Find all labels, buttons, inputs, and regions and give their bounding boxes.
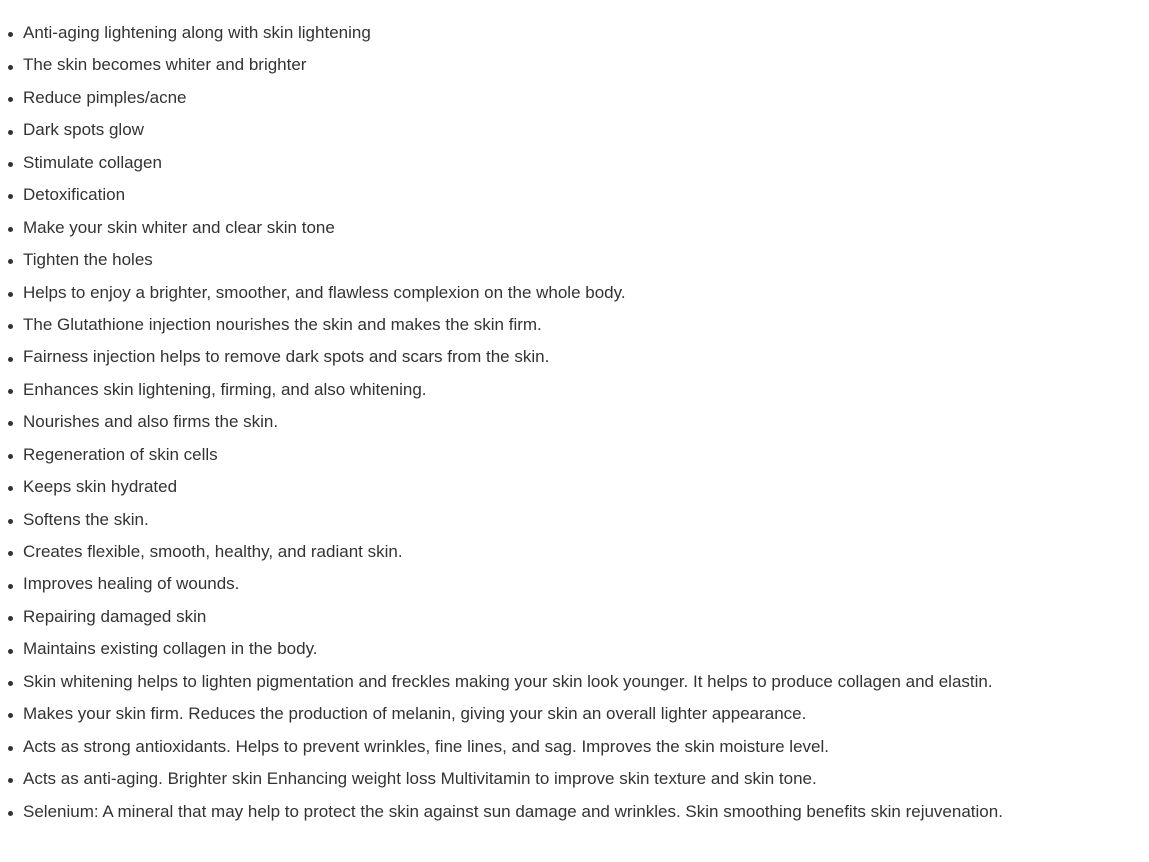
list-item-text: Helps to enjoy a brighter, smoother, and flawless complexion on the whole body. xyxy=(23,282,626,302)
list-item-text: Fairness injection helps to remove dark spots and scars from the skin. xyxy=(23,347,550,367)
list-item xyxy=(0,439,1149,471)
benefits-list xyxy=(0,17,1149,828)
list-item-text: Skin whitening helps to lighten pigmentation and freckles making your skin look younger. It helps to produce collagen and elastin. xyxy=(23,671,993,691)
list-item-text: The skin becomes whiter and brighter xyxy=(23,55,307,75)
list-item-text: Dark spots glow xyxy=(23,120,144,140)
list-item xyxy=(0,82,1149,114)
bullet-icon xyxy=(8,65,13,70)
list-item-text: Acts as strong antioxidants. Helps to prevent wrinkles, fine lines, and sag. Improves the skin moisture level. xyxy=(23,736,829,756)
list-item xyxy=(0,536,1149,568)
bullet-icon xyxy=(8,616,13,621)
bullet-icon xyxy=(8,227,13,232)
list-item xyxy=(0,374,1149,406)
list-item xyxy=(0,698,1149,730)
list-item xyxy=(0,114,1149,146)
bullet-icon xyxy=(8,713,13,718)
list-item xyxy=(0,633,1149,665)
bullet-icon xyxy=(8,811,13,816)
bullet-icon xyxy=(8,778,13,783)
list-item-text: Enhances skin lightening, firming, and also whitening. xyxy=(23,379,427,399)
list-item-text: Nourishes and also firms the skin. xyxy=(23,412,279,432)
list-item xyxy=(0,763,1149,795)
list-item-text: Selenium: A mineral that may help to protect the skin against sun damage and wrinkles. Skin smoothing benefits skin rejuvenation. xyxy=(23,801,1003,821)
bullet-icon xyxy=(8,97,13,102)
bullet-icon xyxy=(8,454,13,459)
list-item-text: Anti-aging lightening along with skin lightening xyxy=(23,23,371,42)
list-item xyxy=(0,731,1149,763)
list-item xyxy=(0,504,1149,536)
bullet-icon xyxy=(8,551,13,556)
list-item-text: Acts as anti-aging. Brighter skin Enhancing weight loss Multivitamin to improve skin texture and skin tone. xyxy=(23,769,817,789)
list-item-text: Maintains existing collagen in the body. xyxy=(23,639,318,659)
list-item-text: Stimulate collagen xyxy=(23,152,162,172)
list-item xyxy=(0,147,1149,179)
bullet-icon xyxy=(8,389,13,394)
bullet-icon xyxy=(8,292,13,297)
bullet-icon xyxy=(8,357,13,362)
bullet-icon xyxy=(8,584,13,589)
bullet-icon xyxy=(8,259,13,264)
bullet-icon xyxy=(8,421,13,426)
bullet-icon xyxy=(8,32,13,37)
bullet-icon xyxy=(8,324,13,329)
list-item xyxy=(0,17,1149,49)
list-item-text: The Glutathione injection nourishes the skin and makes the skin firm. xyxy=(23,314,542,334)
bullet-icon xyxy=(8,681,13,686)
list-item xyxy=(0,341,1149,373)
bullet-icon xyxy=(8,519,13,524)
list-item-text: Makes your skin firm. Reduces the production of melanin, giving your skin an overall lighter appearance. xyxy=(23,704,807,724)
list-item xyxy=(0,309,1149,341)
list-item xyxy=(0,568,1149,600)
list-item-text: Reduce pimples/acne xyxy=(23,87,187,107)
bullet-icon xyxy=(8,649,13,654)
list-item-text: Regeneration of skin cells xyxy=(23,444,218,464)
bullet-icon xyxy=(8,746,13,751)
list-item-text: Tighten the holes xyxy=(23,250,153,270)
list-item-text: Make your skin whiter and clear skin tone xyxy=(23,217,335,237)
list-item-text: Creates flexible, smooth, healthy, and radiant skin. xyxy=(23,542,403,561)
list-item-text: Improves healing of wounds. xyxy=(23,574,240,594)
list-item xyxy=(0,796,1149,828)
list-item xyxy=(0,179,1149,211)
bullet-icon xyxy=(8,486,13,491)
list-item xyxy=(0,471,1149,503)
list-item xyxy=(0,666,1149,698)
list-item xyxy=(0,49,1149,81)
list-item xyxy=(0,244,1149,276)
bullet-icon xyxy=(8,130,13,135)
list-item xyxy=(0,212,1149,244)
list-item-text: Repairing damaged skin xyxy=(23,606,207,626)
list-item-text: Detoxification xyxy=(23,185,126,205)
list-item xyxy=(0,601,1149,633)
list-item-text: Softens the skin. xyxy=(23,509,149,529)
list-item-text: Keeps skin hydrated xyxy=(23,477,178,497)
list-item xyxy=(0,406,1149,438)
bullet-icon xyxy=(8,162,13,167)
bullet-icon xyxy=(8,194,13,199)
list-item xyxy=(0,277,1149,309)
